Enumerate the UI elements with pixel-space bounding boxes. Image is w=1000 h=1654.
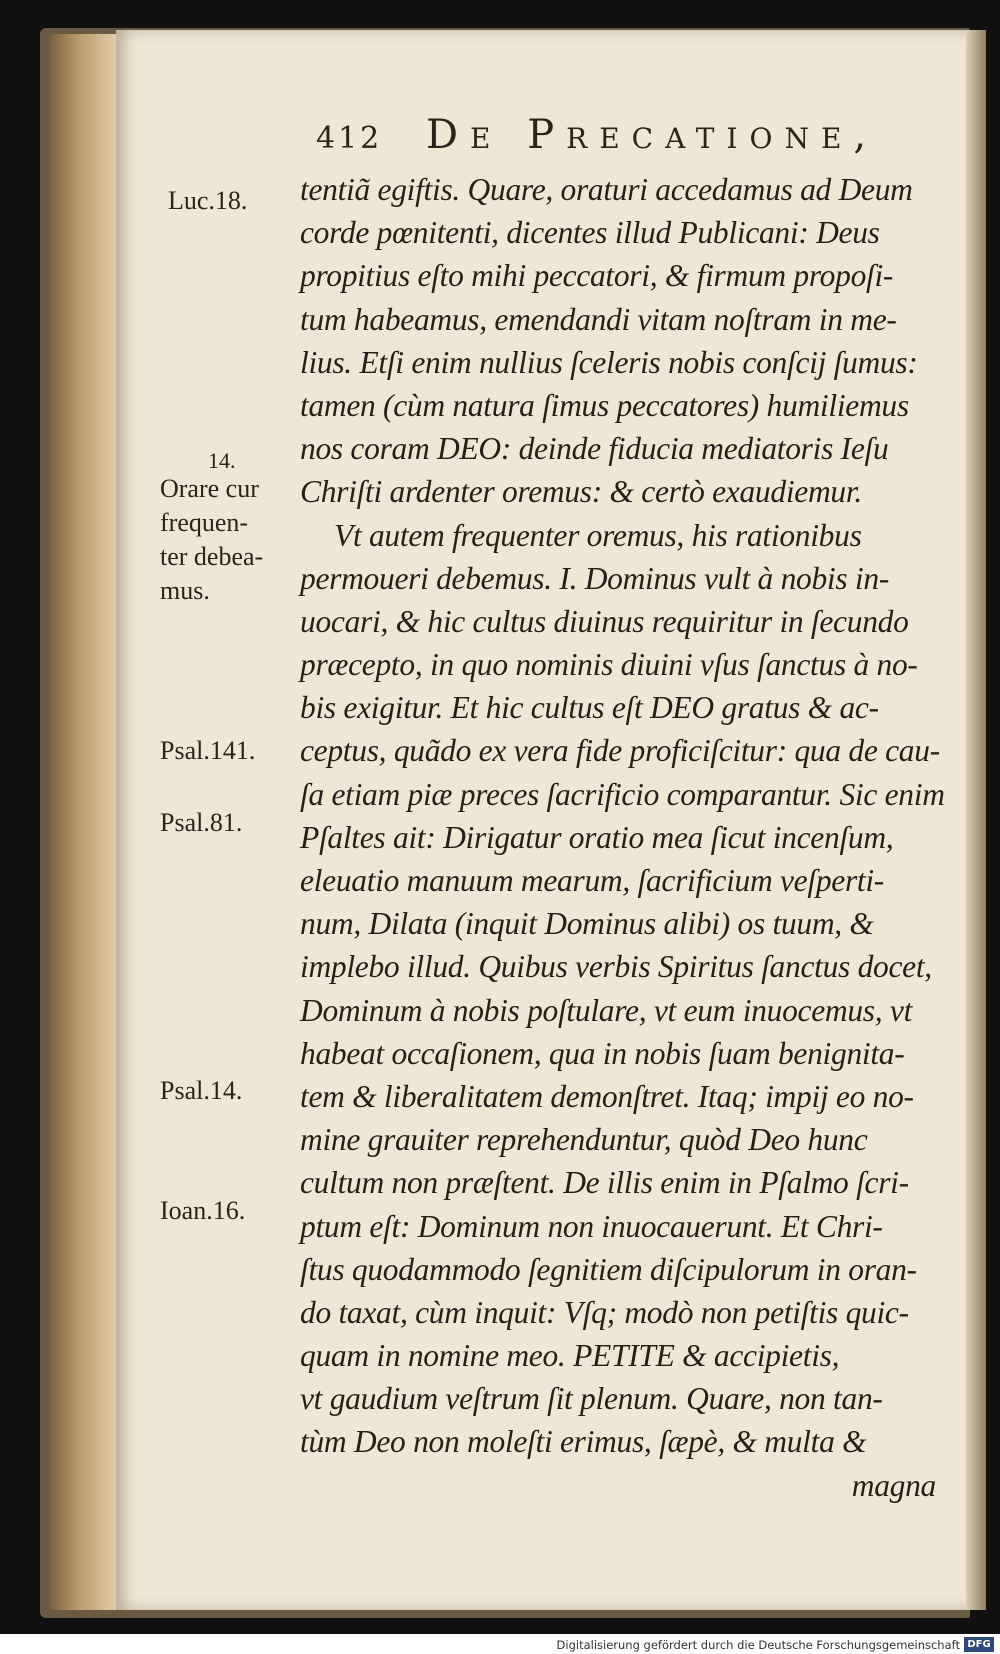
text-line: lius. Etſi enim nullius ſceleris nobis conſcij ſumus:	[300, 344, 918, 380]
catchword: magna	[851, 1467, 936, 1503]
text-line: præcepto, in quo nominis diuini vſus ſanctus à no-	[300, 647, 918, 683]
page-edges	[50, 34, 120, 1610]
text-line: do taxat, cùm inquit: Vſq; modò non petiſtis quic-	[300, 1294, 909, 1330]
text-line: habeat occaſionem, qua in nobis ſuam benignita-	[300, 1035, 905, 1071]
text-line: quam in nomine meo. PETITE & accipietis,	[300, 1338, 840, 1374]
margin-note-line-2: frequen-	[160, 508, 249, 537]
margin-note-line-4: mus.	[160, 576, 210, 605]
text-line: implebo illud. Quibus verbis Spiritus ſanctus docet,	[300, 949, 932, 985]
footer-bar	[0, 1634, 1000, 1654]
margin-note-section-number: 14.	[208, 448, 236, 473]
text-line: uocari, & hic cultus diuinus requiritur in ſecundo	[300, 603, 909, 639]
text-line: vt gaudium veſtrum ſit plenum. Quare, non tan-	[300, 1381, 883, 1417]
text-line: ptum eſt: Dominum non inuocauerunt. Et Chri-	[300, 1208, 883, 1244]
text-line: nos coram DEO: deinde fiducia mediatoris Ieſu	[300, 431, 889, 467]
text-line: ſa etiam piæ preces ſacrificio comparantur. Sic enim	[300, 776, 945, 812]
running-title: De Precatione,	[425, 112, 879, 158]
text-line: Pſaltes ait: Dirigatur oratio mea ſicut incenſum,	[300, 819, 894, 855]
text-line: num, Dilata (inquit Dominus alibi) os tuum, &	[300, 906, 874, 942]
text-line: tem & liberalitatem demonſtret. Itaq; impij eo no-	[300, 1078, 914, 1114]
text-line: Chriſti ardenter oremus: & certò exaudiemur.	[300, 474, 862, 510]
page-gutter	[966, 30, 986, 1610]
text-line: Dominum à nobis poſtulare, vt eum inuocemus, vt	[300, 992, 913, 1028]
running-head	[316, 112, 879, 168]
funding-credit: Digitalisierung gefördert durch die Deutsche Forschungsgemeinschaft	[556, 1638, 960, 1652]
text-line: ſtus quodammodo ſegnitiem diſcipulorum in oran-	[300, 1251, 917, 1287]
margin-note-line-1: Orare cur	[160, 474, 259, 503]
margin-note-psal141: Psal.141.	[160, 736, 256, 765]
text-line: bis exigitur. Et hic cultus eſt DEO gratus & ac-	[300, 690, 879, 726]
text-line: corde pœnitenti, dicentes illud Publicani: Deus	[300, 215, 880, 251]
dfg-logo-icon: DFG	[964, 1637, 994, 1652]
text-line: eleuatio manuum mearum, ſacrificium veſperti-	[300, 863, 885, 898]
text-line: permoueri debemus. I. Dominus vult à nobis in-	[300, 560, 890, 596]
body-text	[300, 168, 960, 1507]
text-line: cultum non præſtent. De illis enim in Pſalmo ſcri-	[300, 1165, 909, 1201]
text-line: mine grauiter reprehenduntur, quòd Deo hunc	[300, 1122, 868, 1158]
margin-note-line-3: ter debea-	[160, 542, 264, 571]
text-line: tentiã egiftis. Quare, oraturi accedamus ad Deum	[300, 172, 913, 207]
text-line: tùm Deo non moleſti erimus, ſæpè, & multa &	[300, 1424, 867, 1460]
text-line: propitius eſto mihi peccatori, & firmum propoſi-	[300, 258, 894, 294]
margin-note-psal14: Psal.14.	[160, 1076, 243, 1105]
text-line: tum habeamus, emendandi vitam noſtram in me-	[300, 301, 897, 337]
text-line: Vt autem frequenter oremus, his rationibus	[334, 517, 862, 553]
margin-note-luc18: Luc.18.	[168, 186, 248, 215]
page-number: 412	[316, 121, 383, 156]
margin-note-ioan16: Ioan.16.	[160, 1196, 246, 1225]
margin-note-psal81: Psal.81.	[160, 808, 243, 837]
text-line: ceptus, quãdo ex vera fide proficiſcitur: qua de cau-	[300, 733, 940, 769]
text-line: tamen (cùm natura ſimus peccatores) humiliemus	[300, 387, 909, 423]
